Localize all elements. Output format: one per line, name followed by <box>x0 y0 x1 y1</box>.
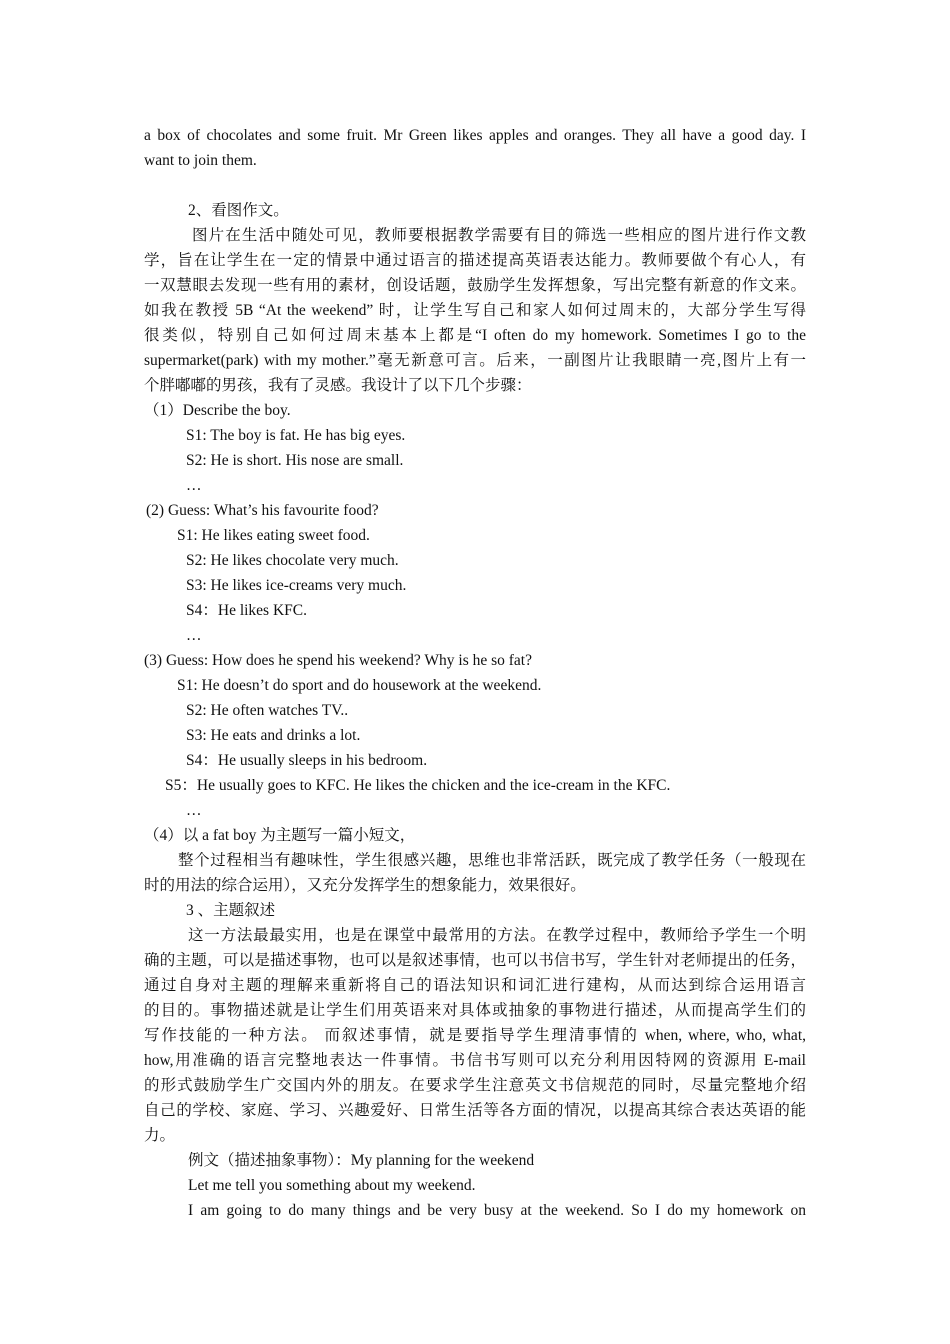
list-item: S3: He eats and drinks a lot. <box>186 727 361 744</box>
text-line: 的形式鼓励学生广交国内外的朋友。在要求学生注意英文书信规范的同时，尽量完整地介绍 <box>144 1077 806 1094</box>
list-item: S1: He likes eating sweet food. <box>177 527 370 544</box>
ellipsis: … <box>186 477 202 494</box>
text-line: 整个过程相当有趣味性，学生很感兴趣，思维也非常活跃，既完成了教学任务（一般现在 <box>178 852 806 869</box>
text-line: 的目的。事物描述就是让学生们用英语来对具体或抽象的事物进行描述，从而提高学生们的 <box>144 1002 806 1019</box>
text-line: 力。 <box>144 1127 176 1144</box>
list-item: S5：He usually goes to KFC. He likes the chicken and the ice-cream in the KFC. <box>165 777 671 794</box>
text-line: 个胖嘟嘟的男孩，我有了灵感。我设计了以下几个步骤： <box>144 377 532 394</box>
text-line: 一双慧眼去发现一些有用的素材，创设话题，鼓励学生发挥想象，写出完整有新意的作文来。 <box>144 277 806 294</box>
list-item: S3: He likes ice-creams very much. <box>186 577 407 594</box>
text-line: 图片在生活中随处可见，教师要根据教学需要有目的筛选一些相应的图片进行作文教 <box>192 227 806 244</box>
list-item: S1: He doesn’t do sport and do housework at the weekend. <box>177 677 542 694</box>
example-title: 例文（描述抽象事物）：My planning for the weekend <box>188 1152 535 1169</box>
text-line: a box of chocolates and some fruit. Mr Green likes apples and oranges. They all have a good day. I <box>144 127 806 144</box>
ellipsis: … <box>186 627 202 644</box>
text-line: 如我在教授 5B “At the weekend” 时，让学生写自己和家人如何过周末的，大部分学生写得 <box>144 302 806 319</box>
list-item: S2: He is short. His nose are small. <box>186 452 404 469</box>
text-line: how,用准确的语言完整地表达一件事情。书信书写则可以充分利用因特网的资源用 E-mail <box>144 1052 806 1069</box>
list-item: (2) Guess: What’s his favourite food? <box>146 502 379 519</box>
text-line: 写作技能的一种方法。 而叙述事情，就是要指导学生理清事情的 when, where, who, what, <box>144 1027 806 1044</box>
list-item: S2: He often watches TV.. <box>186 702 349 719</box>
section-heading: 3 、主题叙述 <box>186 902 276 919</box>
text-line: Let me tell you something about my weekend. <box>188 1177 476 1194</box>
list-item: （1）Describe the boy. <box>144 402 291 419</box>
list-item: S1: The boy is fat. He has big eyes. <box>186 427 406 444</box>
text-line: want to join them. <box>144 152 257 169</box>
list-item: S4：He likes KFC. <box>186 602 307 619</box>
ellipsis: … <box>186 802 202 819</box>
list-item: S4：He usually sleeps in his bedroom. <box>186 752 428 769</box>
section-heading: 2、看图作文。 <box>188 202 289 219</box>
text-line: 确的主题，可以是描述事物，也可以是叙述事情，也可以书信书写，学生针对老师提出的任务， <box>144 952 806 969</box>
text-line: I am going to do many things and be very busy at the weekend. So I do my homework on <box>188 1202 806 1219</box>
text-line: 这一方法最最实用，也是在课堂中最常用的方法。在教学过程中，教师给予学生一个明 <box>188 927 806 944</box>
text-line: supermarket(park) with my mother.”毫无新意可言。后来，一副图片让我眼睛一亮,图片上有一 <box>144 352 806 369</box>
list-item: (3) Guess: How does he spend his weekend? Why is he so fat? <box>144 652 532 669</box>
list-item: S2: He likes chocolate very much. <box>186 552 399 569</box>
text-line: 时的用法的综合运用），又充分发挥学生的想象能力，效果很好。 <box>144 877 586 894</box>
text-line: 自己的学校、家庭、学习、兴趣爱好、日常生活等各方面的情况，以提高其综合表达英语的能 <box>144 1102 806 1119</box>
list-item: （4）以 a fat boy 为主题写一篇小短文， <box>144 827 416 844</box>
text-line: 很类似，特别自己如何过周末基本上都是“I often do my homework. Sometimes I go to the <box>144 327 806 344</box>
text-line: 通过自身对主题的理解来重新将自己的语法知识和词汇进行建构，从而达到综合运用语言 <box>144 977 806 994</box>
text-line: 学，旨在让学生在一定的情景中通过语言的描述提高英语表达能力。教师要做个有心人，有 <box>144 252 806 269</box>
